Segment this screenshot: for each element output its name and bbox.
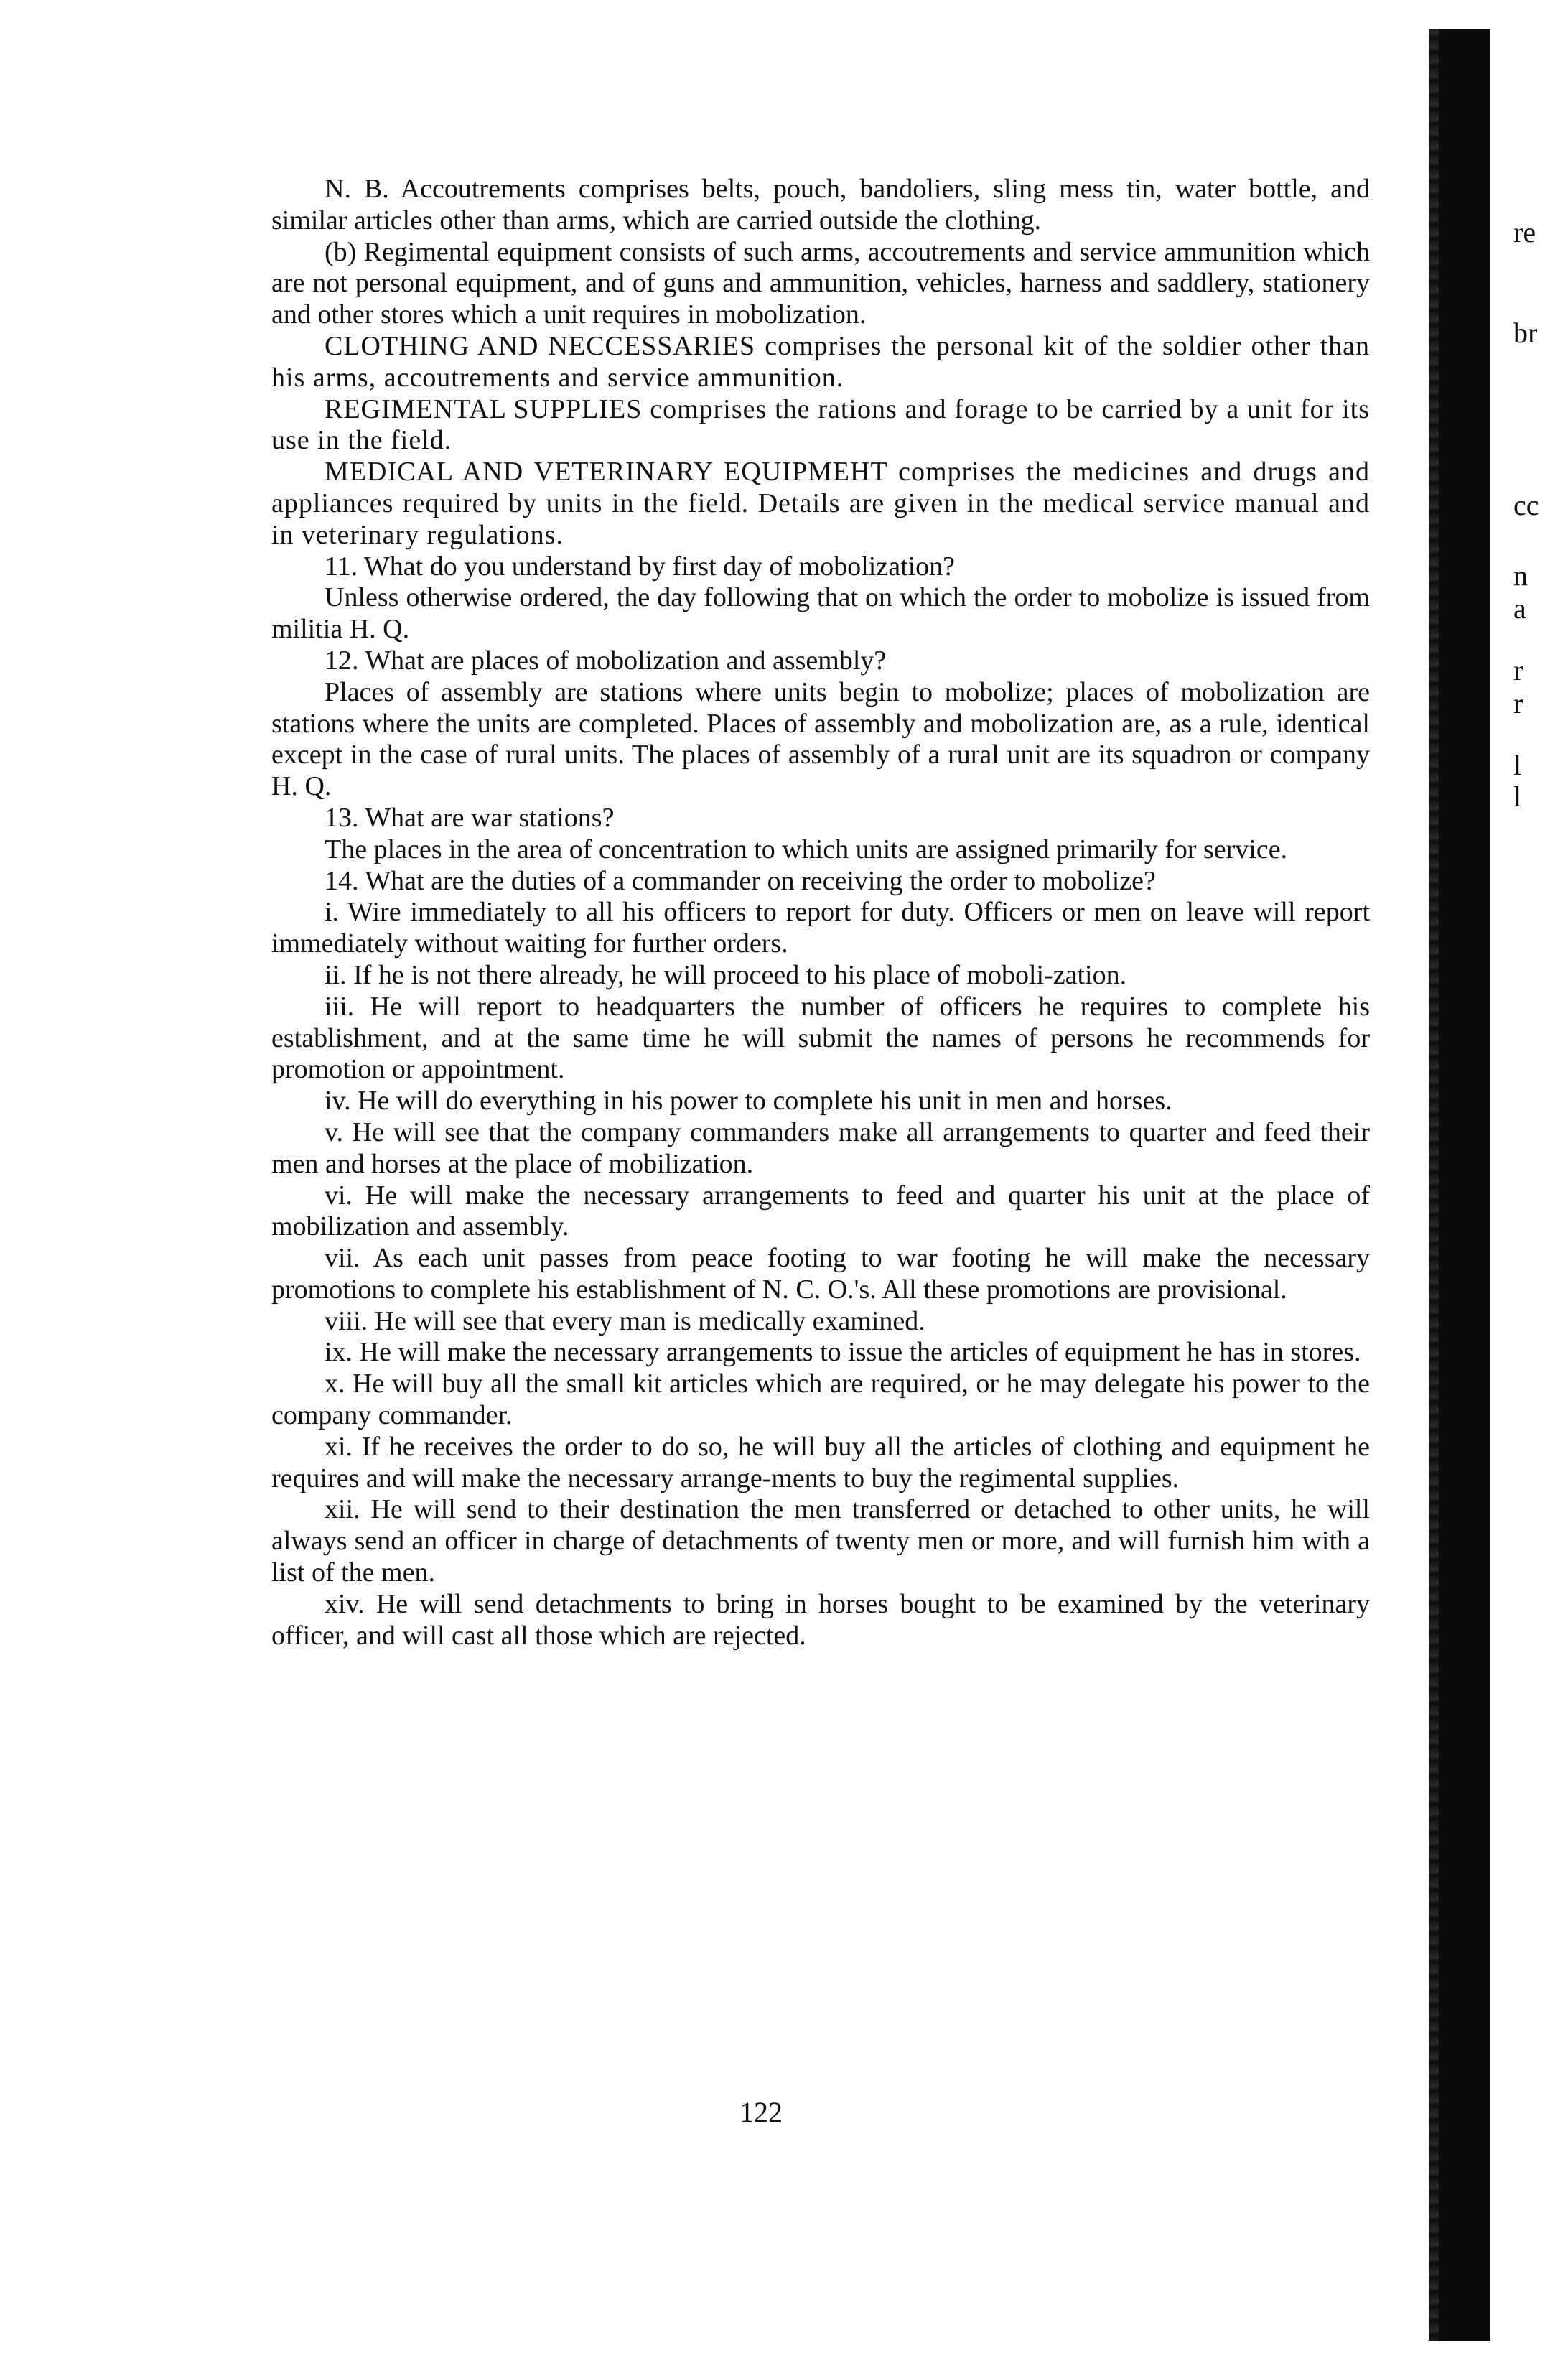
duty-item-xii: xii. He will send to their destination the men transferred or detached to other units, he will always send an officer in charge of detachments of twenty men or more, and will furnish him with a list of the men. [271,1494,1370,1588]
duty-item-xi: xi. If he receives the order to do so, he will buy all the articles of clothing and equipment he requires and will make the necessary arrange-ments to buy the regimental supplies. [271,1431,1370,1493]
paragraph-regimental-equipment: (b) Regimental equipment consists of such arms, accoutrements and service ammunition which are not personal equipment, and of guns and ammunition, vehicles, harness and saddlery, stationery and other stores which a unit requires in mobolization. [271,236,1370,330]
question-13: 13. What are war stations? [325,802,615,833]
answer-13: The places in the area of concentration to which units are assigned primarily for service. [325,834,1288,864]
duty-item-vi: vi. He will make the necessary arrangements to feed and quarter his unit at the place of mobilization and assembly. [271,1180,1370,1242]
page-number: 122 [739,2096,783,2128]
answer-11: Unless otherwise ordered, the day following that on which the order to mobolize is issued from militia H. Q. [271,582,1370,645]
duty-item-xiv: xiv. He will send detachments to bring in horses bought to be examined by the veterinary officer, and will cast all those which are rejected. [271,1588,1370,1651]
duty-item-iii: iii. He will report to headquarters the number of officers he requires to complete his establishment, and at the same time he will submit the names of persons he recommends for promotion or appointment. [271,991,1370,1085]
fragment-text: l [1513,749,1522,781]
duty-item-viii: viii. He will see that every man is medically examined. [325,1305,925,1336]
duty-item-v: v. He will see that the company commanders make all arrangements to quarter and feed their men and horses at the place of mobilization. [271,1117,1370,1179]
page-body-text [271,174,1370,1651]
question-14: 14. What are the duties of a commander on receiving the order to mobolize? [325,865,1156,896]
fragment-text: a [1513,592,1526,625]
duty-item-x: x. He will buy all the small kit articles which are required, or he may delegate his power to the company commander. [271,1369,1370,1431]
duty-item-ii: ii. If he is not there already, he will proceed to his place of moboli-zation. [325,959,1127,990]
question-11: 11. What do you understand by first day of mobolization? [325,551,956,582]
answer-12: Places of assembly are stations where units begin to mobolize; places of mobolization are stations where the units are completed. Places of assembly and mobolization are, as a rule, identical except in the case of rural units. The places of assembly of a rural unit are its squadron or company H. Q. [271,676,1370,802]
duty-item-i: i. Wire immediately to all his officers to report for duty. Officers or men on leave will report immediately without waiting for further orders. [271,897,1370,959]
question-12: 12. What are places of mobolization and assembly? [325,645,887,676]
fragment-text: cc [1513,489,1539,521]
fragment-text: r [1513,687,1523,719]
fragment-text: l [1513,780,1522,813]
paragraph-medical-veterinary-equipment: MEDICAL AND VETERINARY EQUIPMEHT comprises the medicines and drugs and appliances required by units in the field. Details are given in the medical service manual and in veterinary regulations. [271,457,1370,550]
paragraph-accoutrements: N. B. Accoutrements comprises belts, pouch, bandoliers, sling mess tin, water bottle, and similar articles other than arms, which are carried outside the clothing. [271,174,1370,236]
duty-item-iv: iv. He will do everything in his power to complete his unit in men and horses. [325,1086,1172,1117]
duty-item-vii: vii. As each unit passes from peace footing to war footing he will make the necessary promotions to complete his establishment of N. C. O.'s. All these promotions are provisional. [271,1243,1370,1305]
paragraph-regimental-supplies: REGIMENTAL SUPPLIES comprises the rations and forage to be carried by a unit for its use in the field. [271,393,1370,456]
fragment-text: n [1513,559,1528,592]
binding-gutter-shadow [1429,29,1490,2341]
paragraph-clothing-and-neccessaries: CLOTHING AND NECCESSARIES comprises the personal kit of the soldier other than his arms, accoutrements and service ammunition. [271,330,1370,393]
fragment-text: re [1513,216,1536,248]
fragment-text: r [1513,654,1523,686]
fragment-text: br [1513,317,1538,349]
duty-item-ix: ix. He will make the necessary arrangements to issue the articles of equipment he has in stores. [325,1337,1361,1368]
